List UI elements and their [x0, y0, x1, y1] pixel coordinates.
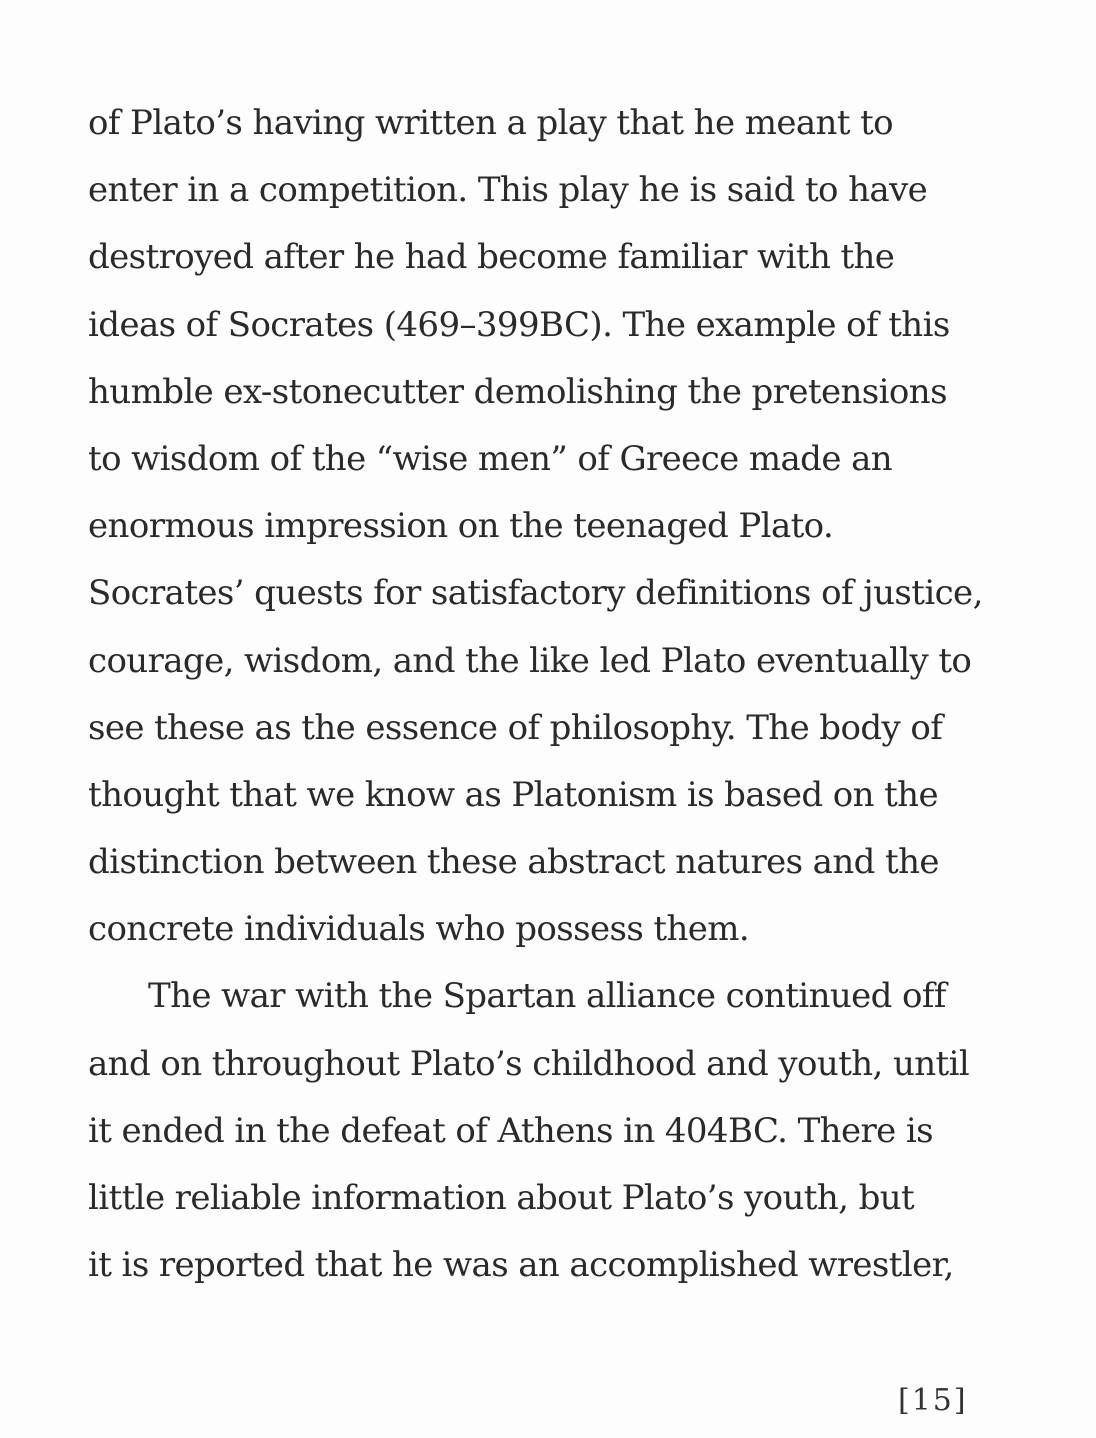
- text-line: The war with the Spartan alliance continued off: [148, 976, 946, 1017]
- text-line: enormous impression on the teenaged Plato.: [88, 506, 834, 547]
- text-line: and on throughout Plato’s childhood and youth, until: [88, 1043, 970, 1084]
- text-line: Socrates’ quests for satisfactory definitions of justice,: [88, 573, 983, 614]
- text-line: destroyed after he had become familiar with the: [88, 237, 895, 278]
- text-line: to wisdom of the “wise men” of Greece made an: [88, 438, 893, 479]
- text-line: enter in a competition. This play he is said to have: [88, 170, 928, 211]
- text-line: see these as the essence of philosophy. The body of: [88, 707, 943, 748]
- text-line: of Plato’s having written a play that he meant to: [88, 103, 894, 143]
- text-line: it is reported that he was an accomplished wrestler,: [88, 1245, 954, 1286]
- text-line: ideas of Socrates (469–399BC). The example of this: [88, 304, 950, 345]
- text-line: distinction between these abstract natures and the: [88, 842, 939, 883]
- text-line: little reliable information about Plato’s youth, but: [88, 1178, 915, 1218]
- text-line: concrete individuals who possess them.: [88, 909, 750, 950]
- body-text: [88, 90, 988, 1299]
- text-line: courage, wisdom, and the like led Plato eventually to: [88, 640, 972, 681]
- page-number: [15]: [898, 1383, 968, 1418]
- text-line: thought that we know as Platonism is based on the: [88, 774, 938, 815]
- text-line: it ended in the defeat of Athens in 404BC. There is: [88, 1110, 933, 1151]
- text-line: humble ex-stonecutter demolishing the pretensions: [88, 371, 947, 412]
